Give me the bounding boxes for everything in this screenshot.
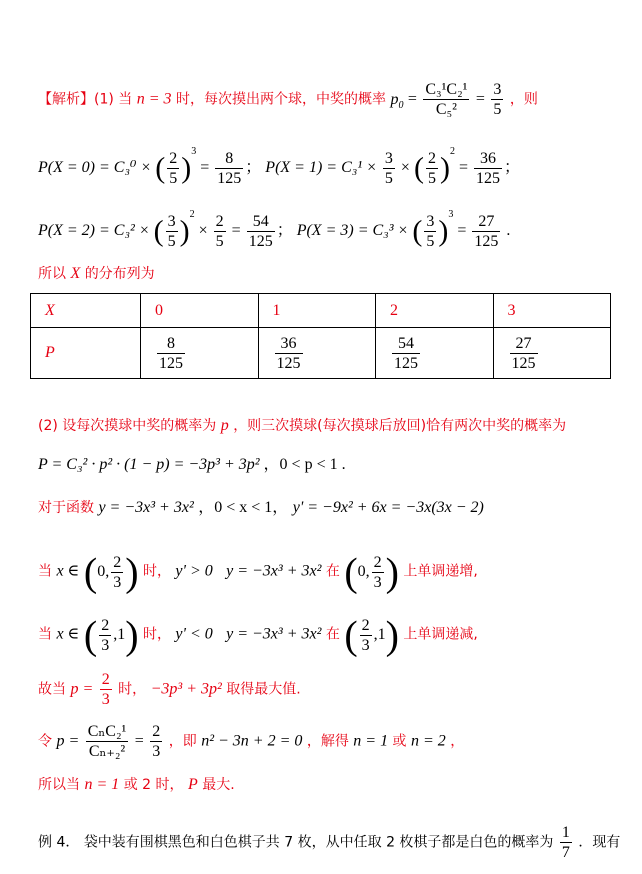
table-header-p: P — [31, 328, 141, 379]
part2-line3: 对于函数 y = −3x³ + 3x² ，0 < x < 1， y' = −9x² + 6x = −3x(3x − 2) — [38, 499, 484, 516]
part2-line4: 当 x ∈ (0, $\frac{2}{3}$ ) 时， y' > 0 y = −3x³ + 3x² 在 (0, $\frac{2}{3}$ ) 上单调递增, — [38, 549, 478, 594]
example4-text: 袋中装有围棋黑色和白色棋子共 7 枚，从中任取 2 枚棋子都是白色的概率为 — [83, 834, 554, 851]
table-row-p — [31, 328, 611, 379]
eq-x2: P(X = 2) = C₃² × ( $\frac{3}{5}$ )$^2$ × $\frac{2}{5}$ = $\frac{54}{125}$ ； — [38, 209, 297, 250]
part2-line5: 当 x ∈ ( $\frac{2}{3}$ ,1) 时， y' < 0 y = −3x³ + 3x² 在 ( $\frac{2}{3}$ ,1) 上单调递减, — [38, 612, 478, 657]
then-text: ，则 — [509, 91, 538, 108]
eq-row-1 — [38, 142, 520, 188]
example4: 例 4． 袋中装有围棋黑色和白色棋子共 7 枚，从中任取 2 枚棋子都是白色的概率为 $\frac{1}{7}$ ．现有 — [38, 824, 621, 861]
table-row-x — [31, 294, 611, 328]
part2-line7: 令 p = $\frac{\text{CₙC₂¹}}{\text{Cₙ₊₂²}}$ = $\frac{2}{3}$ ，即 n² − 3n + 2 = 0 ，解得 n = 1 或 n = 2 ， — [38, 723, 465, 760]
part2-line2: P = C₃² · p² · (1 − p) = −3p³ + 3p² ，0 < p < 1 . — [38, 456, 346, 473]
table-cell-p: $\frac{36}{125}$ — [258, 328, 376, 379]
part2-line1: (2) 设每次摸球中奖的概率为 p ，则三次摸球(每次摸球后放回)恰有两次中奖的概率为 — [38, 417, 567, 434]
eq-x1: P(X = 1) = C₃¹ × $\frac{3}{5}$ × ( $\frac{2}{5}$ )$^2$ = $\frac{36}{125}$ ； — [265, 146, 520, 187]
table-header-x: X — [31, 294, 141, 328]
solution-label: 【解析】(1) 当 — [38, 91, 133, 108]
table-cell-x: 3 — [493, 294, 611, 328]
distribution-caption: 所以 X 的分布列为 — [38, 265, 155, 282]
part1-intro: 【解析】(1) 当 n = 3 时，每次摸出两个球，中奖的概率 $p_0$ = $\frac{\text{C₃¹C₂¹}}{\text{C₅²}}$ = $\frac{3}{5}$ ，则 — [38, 81, 538, 118]
table-cell-x: 1 — [258, 294, 376, 328]
part2-line6: 故当 p = $\frac{2}{3}$ 时， −3p³ + 3p² 取得最大值. — [38, 671, 301, 708]
eq-row-2 — [38, 205, 510, 251]
example4-fraction: $\frac{1}{7}$ — [561, 824, 570, 861]
table-cell-p: $\frac{27}{125}$ — [493, 328, 611, 379]
example4-label: 例 4． — [38, 834, 80, 851]
p0-symbol: $p_0$ — [390, 90, 404, 111]
eq-x3: P(X = 3) = C₃³ × ( $\frac{3}{5}$ )$^3$ = $\frac{27}{125}$ . — [296, 209, 511, 250]
table-cell-p: $\frac{8}{125}$ — [141, 328, 259, 379]
intro-text: 时，每次摸出两个球，中奖的概率 — [175, 91, 386, 108]
p0-value-fraction: $\frac{3}{5}$ — [493, 81, 502, 118]
table-cell-x: 2 — [376, 294, 494, 328]
table-cell-x: 0 — [141, 294, 259, 328]
distribution-table — [30, 293, 611, 379]
part2-line8: 所以当 n = 1 或 2 时， P 最大. — [38, 776, 235, 793]
p0-combination-fraction: $\frac{\text{C₃¹C₂¹}}{\text{C₅²}}$ — [425, 81, 468, 118]
table-cell-p: $\frac{54}{125}$ — [376, 328, 494, 379]
n-value: n = 3 — [136, 90, 172, 108]
eq-x0: P(X = 0) = C₃⁰ × ( $\frac{2}{5}$ )$^3$ = $\frac{8}{125}$ ； — [38, 146, 266, 187]
